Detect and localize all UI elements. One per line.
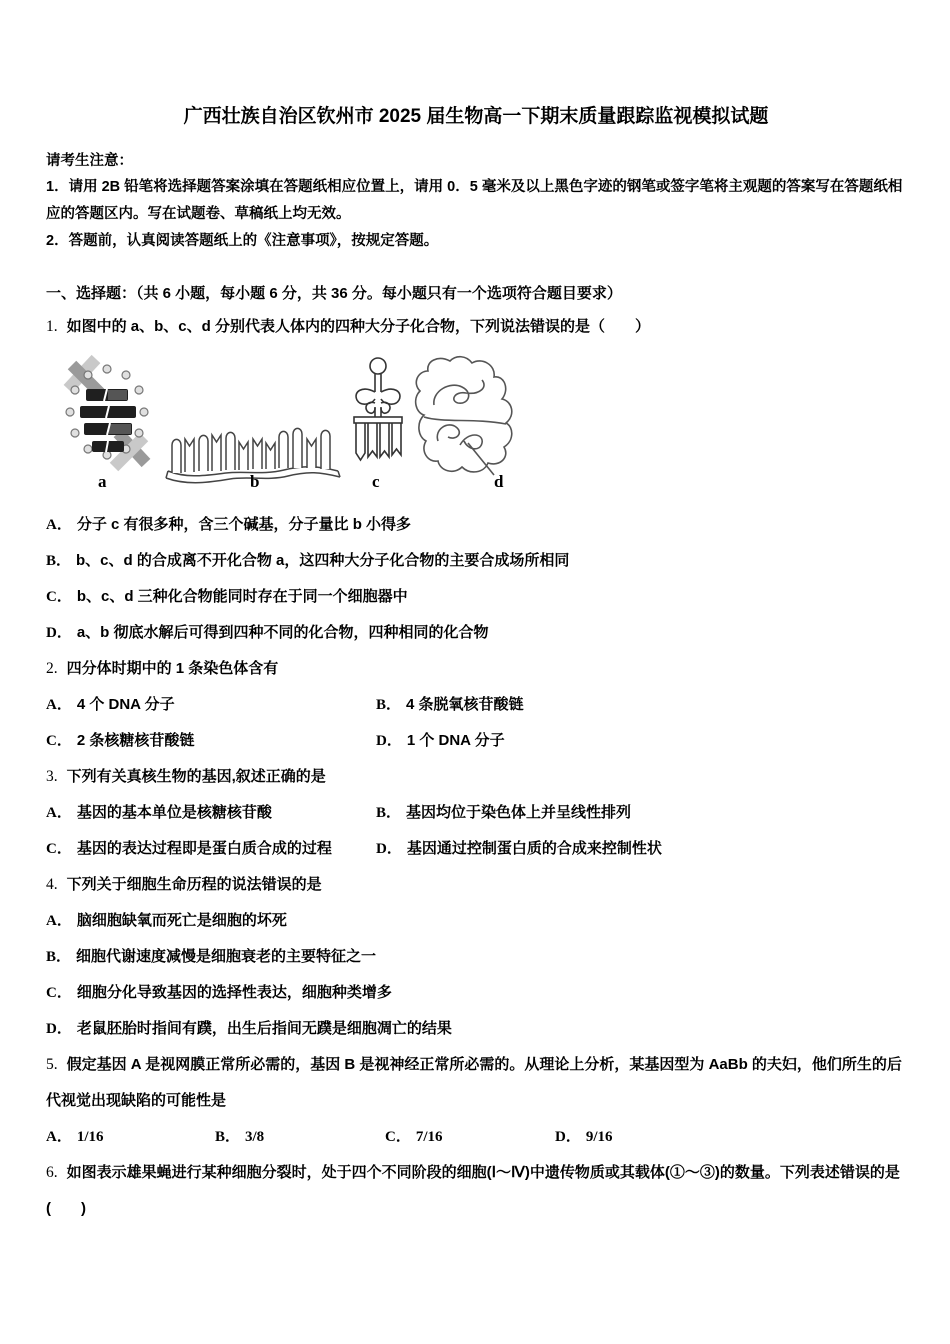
q4-option-d: D． 老鼠胚胎时指间有蹼，出生后指间无蹼是细胞凋亡的结果: [46, 1020, 452, 1037]
q2-option-b: B． 4 条脱氧核苷酸链: [376, 696, 524, 713]
trna-figure: [354, 358, 402, 460]
q5-option-a: A． 1/16: [46, 1129, 104, 1145]
notice-item-2: 2．答题前，认真阅读答题纸上的《注意事项》，按规定答题。: [46, 233, 439, 249]
dna-helix-figure: [66, 359, 148, 467]
q4-option-c: C． 细胞分化导致基因的选择性表达，细胞种类增多: [46, 984, 392, 1001]
q1-number: 1.: [46, 318, 58, 335]
q5-option-b: B． 3/8: [215, 1129, 265, 1145]
q6-stem: 6. 如图表示雄果蝇进行某种细胞分裂时，处于四个不同阶段的细胞(Ⅰ～Ⅳ)中遗传物质或其载体(①～③)的数量。下列表述错误的是( ): [46, 1164, 900, 1217]
q3-option-c: C． 基因的表达过程即是蛋白质合成的过程: [46, 840, 332, 857]
figure-label-d: d: [494, 472, 504, 491]
question-3: [46, 759, 906, 867]
question1-figure: [48, 353, 906, 495]
q3-option-b: B． 基因均位于染色体上并呈线性排列: [376, 804, 632, 821]
q2-option-a: A． 4 个 DNA 分子: [46, 696, 175, 713]
page-title: 广西壮族自治区钦州市 2025 届生物高一下期末质量跟踪监视模拟试题: [183, 106, 769, 127]
q1-option-a: A． 分子 c 有很多种，含三个碱基，分子量比 b 小得多: [46, 516, 412, 533]
q1-stem: 1. 如图中的 a、b、c、d 分别代表人体内的四种大分子化合物，下列说法错误的是（ ）: [46, 318, 650, 335]
section-1-heading: 一、选择题：（共 6 小题，每小题 6 分，共 36 分。每小题只有一个选项符合题目要求）: [46, 285, 622, 302]
notice-item-1: 1．请用 2B 铅笔将选择题答案涂填在答题纸相应位置上，请用 0．5 毫米及以上黑色字迹的钢笔或签字笔将主观题的答案写在答题纸相应的答题区内。写在试题卷、草稿纸上均无效。: [46, 179, 903, 222]
q1-option-c: C． b、c、d 三种化合物能同时存在于同一个细胞器中: [46, 588, 408, 605]
question-4: [46, 867, 906, 1047]
q5-number: 5.: [46, 1056, 58, 1073]
q3-option-d: D． 基因通过控制蛋白质的合成来控制性状: [376, 840, 662, 857]
q5-option-c: C． 7/16: [385, 1129, 443, 1145]
figure-label-c: c: [372, 472, 380, 491]
q3-stem: 3. 下列有关真核生物的基因,叙述正确的是: [46, 768, 326, 785]
figure-label-b: b: [250, 472, 260, 491]
q4-number: 4.: [46, 876, 58, 893]
question-1: [46, 309, 906, 651]
q2-number: 2.: [46, 660, 58, 677]
q3-option-a: A． 基因的基本单位是核糖核苷酸: [46, 804, 272, 821]
q4-stem: 4. 下列关于细胞生命历程的说法错误的是: [46, 876, 322, 893]
q2-stem: 2. 四分体时期中的 1 条染色体含有: [46, 660, 279, 677]
figure-label-a: a: [98, 472, 107, 491]
q6-number: 6.: [46, 1164, 58, 1181]
q2-option-d: D． 1 个 DNA 分子: [376, 732, 505, 749]
q1-option-d: D． a、b 彻底水解后可得到四种不同的化合物，四种相同的化合物: [46, 624, 489, 641]
q4-option-a: A． 脑细胞缺氧而死亡是细胞的坏死: [46, 912, 287, 929]
question-2: [46, 651, 906, 759]
question-6: [46, 1155, 906, 1227]
question-5: [46, 1047, 906, 1155]
q4-option-b: B． 细胞代谢速度减慢是细胞衰老的主要特征之一: [46, 948, 377, 965]
notice-heading: 请考生注意：: [46, 153, 133, 169]
macromolecule-figure: [48, 353, 528, 495]
q2-option-c: C． 2 条核糖核苷酸链: [46, 732, 195, 749]
q5-stem: 5. 假定基因 A 是视网膜正常所必需的，基因 B 是视神经正常所必需的。从理论上分析，某基因型为 AaBb 的夫妇，他们所生的后代视觉出现缺陷的可能性是: [46, 1056, 902, 1109]
protein-figure: [416, 357, 512, 475]
q1-option-b: B． b、c、d 的合成离不开化合物 a，这四种大分子化合物的主要合成场所相同: [46, 552, 570, 569]
q5-option-d: D． 9/16: [555, 1129, 613, 1145]
q3-number: 3.: [46, 768, 58, 785]
